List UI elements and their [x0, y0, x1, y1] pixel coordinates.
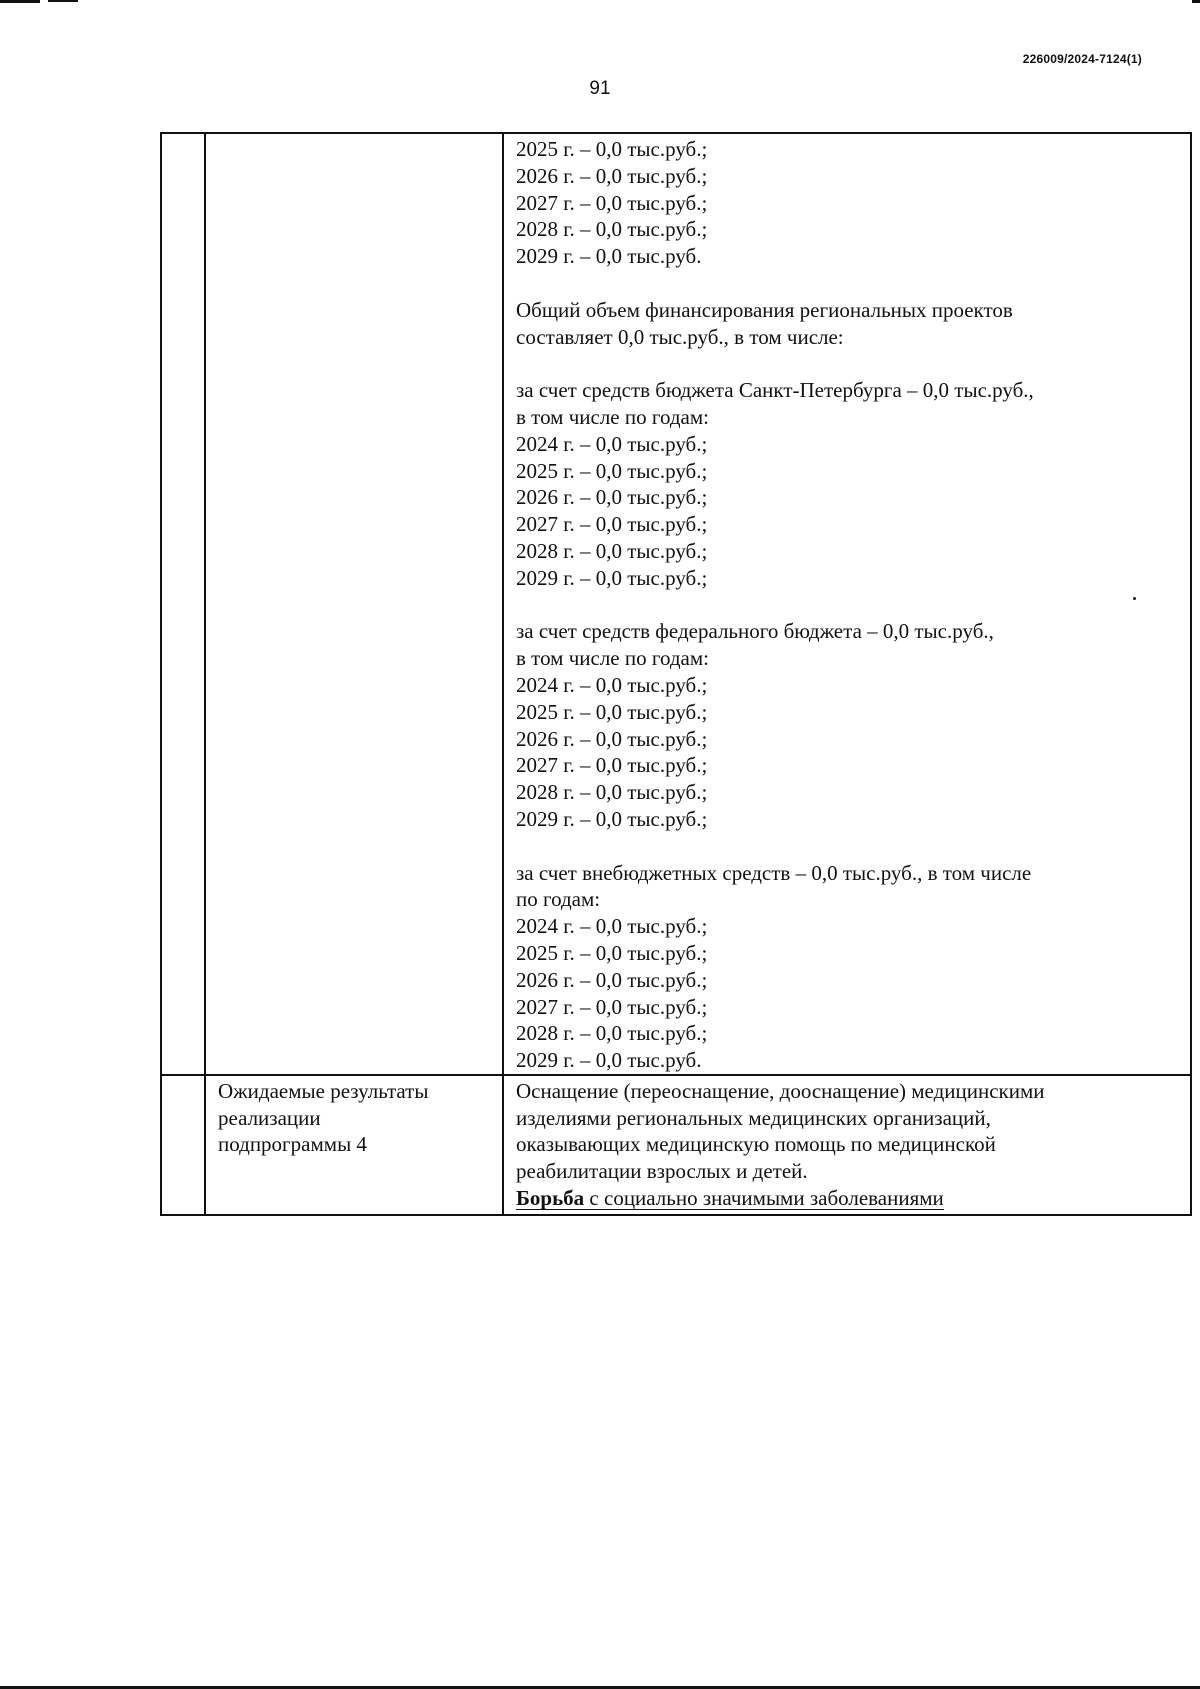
text-line: 2028 г. – 0,0 тыс.руб.; — [516, 538, 708, 563]
program-passport-table — [160, 132, 1192, 1216]
text-line: 2027 г. – 0,0 тыс.руб.; — [516, 512, 708, 537]
text-line: подпрограммы 4 — [218, 1132, 367, 1157]
expected-results-last-line — [516, 1185, 1190, 1212]
text-line: 2028 г. – 0,0 тыс.руб.; — [516, 217, 708, 242]
text-line: 2026 г. – 0,0 тыс.руб.; — [516, 726, 708, 751]
text-line: 2029 г. – 0,0 тыс.руб.; — [516, 806, 708, 831]
text-line: 2025 г. – 0,0 тыс.руб.; — [516, 940, 708, 965]
table-row-financing — [161, 133, 1191, 1075]
text-line: 2026 г. – 0,0 тыс.руб.; — [516, 163, 708, 188]
text-line: в том числе по годам: — [516, 646, 709, 671]
text-line: 2029 г. – 0,0 тыс.руб.; — [516, 565, 708, 590]
table-row-expected-results — [161, 1075, 1191, 1215]
financing-block-federal-budget — [516, 618, 1190, 832]
table-cell-financing-details — [503, 133, 1191, 1075]
scan-edge-mark-right — [1192, 0, 1200, 3]
text-line: 2026 г. – 0,0 тыс.руб.; — [516, 485, 708, 510]
text-line: 2025 г. – 0,0 тыс.руб.; — [516, 699, 708, 724]
table-cell-index — [161, 1075, 205, 1215]
text-line: 2026 г. – 0,0 тыс.руб.; — [516, 967, 708, 992]
text-line: 2029 г. – 0,0 тыс.руб. — [516, 1048, 702, 1073]
text-line: 2024 г. – 0,0 тыс.руб.; — [516, 914, 708, 939]
text-line: реализации — [218, 1105, 321, 1130]
scan-speck — [1133, 597, 1136, 600]
text-line: 2028 г. – 0,0 тыс.руб.; — [516, 1021, 708, 1046]
text-line: за счет средств бюджета Санкт-Петербурга – 0,0 тыс.руб., — [516, 378, 1034, 403]
text-line: 2025 г. – 0,0 тыс.руб.; — [516, 137, 708, 161]
financing-block-years — [516, 136, 1190, 270]
financing-block-spb-budget — [516, 377, 1190, 591]
text-line: по годам: — [516, 887, 601, 912]
financing-block-regional-projects — [516, 297, 1190, 351]
scan-edge-mark-left — [0, 0, 40, 3]
text-line: Ожидаемые результаты — [218, 1078, 429, 1103]
table-cell-index — [161, 133, 205, 1075]
scan-edge-mark-left-2 — [48, 0, 78, 2]
table-cell-label — [205, 133, 503, 1075]
text-line: 2027 г. – 0,0 тыс.руб.; — [516, 190, 708, 215]
text-line: оказывающих медицинскую помощь по медицинской — [516, 1132, 996, 1157]
text-line: Общий объем финансирования региональных проектов — [516, 297, 1013, 322]
text-line: 2027 г. – 0,0 тыс.руб.; — [516, 753, 708, 778]
last-line-rest: с социально значимыми заболеваниями — [584, 1186, 944, 1211]
text-line: составляет 0,0 тыс.руб., в том числе: — [516, 324, 844, 349]
text-line: Оснащение (переоснащение, дооснащение) медицинскими — [516, 1078, 1045, 1103]
text-line: 2024 г. – 0,0 тыс.руб.; — [516, 672, 708, 697]
text-line: реабилитации взрослых и детей. — [516, 1159, 808, 1184]
text-line: 2024 г. – 0,0 тыс.руб.; — [516, 431, 708, 456]
table-cell-expected-results-label — [205, 1075, 503, 1215]
text-line: 2025 г. – 0,0 тыс.руб.; — [516, 458, 708, 483]
text-line: 2027 г. – 0,0 тыс.руб.; — [516, 994, 708, 1019]
text-line: в том числе по годам: — [516, 404, 709, 429]
expected-results-text — [516, 1078, 1190, 1185]
text-line: за счет внебюджетных средств – 0,0 тыс.руб., в том числе — [516, 860, 1032, 885]
table-cell-expected-results — [503, 1075, 1191, 1215]
bold-word: Борьба — [516, 1186, 585, 1211]
text-line: 2028 г. – 0,0 тыс.руб.; — [516, 780, 708, 805]
document-registration-number: 226009/2024-7124(1) — [1022, 52, 1142, 66]
financing-block-extrabudgetary — [516, 860, 1190, 1074]
text-line: изделиями региональных медицинских организаций, — [516, 1105, 991, 1130]
text-line: за счет средств федерального бюджета – 0,0 тыс.руб., — [516, 619, 994, 644]
text-line: 2029 г. – 0,0 тыс.руб. — [516, 244, 702, 269]
page-number: 91 — [589, 78, 611, 99]
